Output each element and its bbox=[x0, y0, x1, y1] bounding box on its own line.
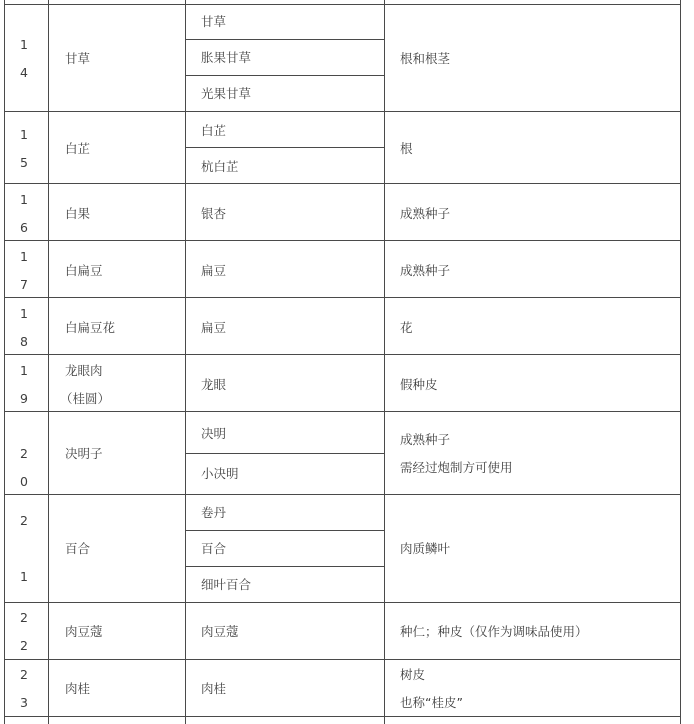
edible-part: 假种皮 bbox=[400, 377, 438, 392]
row-number: 5 bbox=[20, 155, 28, 170]
edible-part: 根和根茎 bbox=[400, 51, 451, 66]
herb-name: 龙眼肉 bbox=[65, 363, 103, 378]
herb-name: 白扁豆 bbox=[65, 263, 103, 278]
edible-part: 根 bbox=[400, 141, 413, 156]
row-number: 7 bbox=[20, 277, 28, 292]
row-border bbox=[4, 716, 681, 717]
species-divider bbox=[185, 566, 385, 567]
row-number: 2 bbox=[20, 638, 28, 653]
row-number: 3 bbox=[20, 695, 28, 710]
species-name: 龙眼 bbox=[201, 377, 227, 392]
row-border bbox=[4, 297, 681, 298]
species-name: 卷丹 bbox=[201, 505, 227, 520]
edible-part: 花 bbox=[400, 320, 413, 335]
column-border bbox=[680, 0, 681, 724]
row-number: 9 bbox=[20, 391, 28, 406]
species-divider bbox=[185, 453, 385, 454]
edible-part: 也称“桂皮” bbox=[400, 695, 463, 710]
row-border bbox=[4, 240, 681, 241]
row-border bbox=[4, 411, 681, 412]
row-number: 1 bbox=[20, 37, 28, 52]
herb-name: 肉桂 bbox=[65, 681, 91, 696]
species-name: 肉桂 bbox=[201, 681, 227, 696]
species-name: 白芷 bbox=[201, 123, 227, 138]
species-name: 杭白芷 bbox=[201, 159, 239, 174]
row-number: 0 bbox=[20, 474, 28, 489]
edible-part: 肉质鳞叶 bbox=[400, 541, 451, 556]
row-number: 6 bbox=[20, 220, 28, 235]
edible-part: 种仁；种皮（仅作为调味品使用） bbox=[400, 624, 588, 639]
row-number: 2 bbox=[20, 446, 28, 461]
row-border bbox=[4, 354, 681, 355]
species-name: 胀果甘草 bbox=[201, 50, 252, 65]
row-number: 1 bbox=[20, 306, 28, 321]
column-border bbox=[384, 0, 385, 724]
herb-name: 白芷 bbox=[65, 141, 91, 156]
edible-part: 成熟种子 bbox=[400, 263, 451, 278]
column-border bbox=[4, 0, 5, 724]
row-border bbox=[4, 111, 681, 112]
species-name: 决明 bbox=[201, 426, 227, 441]
row-number: 4 bbox=[20, 65, 28, 80]
species-name: 扁豆 bbox=[201, 263, 227, 278]
herb-name: （桂圆） bbox=[60, 391, 111, 406]
edible-part: 树皮 bbox=[400, 667, 426, 682]
row-number: 1 bbox=[20, 363, 28, 378]
row-number: 8 bbox=[20, 334, 28, 349]
species-name: 扁豆 bbox=[201, 320, 227, 335]
species-name: 小决明 bbox=[201, 466, 239, 481]
row-border bbox=[4, 659, 681, 660]
species-name: 甘草 bbox=[201, 14, 227, 29]
herb-name: 百合 bbox=[65, 541, 91, 556]
edible-part: 成熟种子 bbox=[400, 432, 451, 447]
species-divider bbox=[185, 39, 385, 40]
column-border bbox=[185, 0, 186, 724]
row-number: 1 bbox=[20, 249, 28, 264]
species-name: 百合 bbox=[201, 541, 227, 556]
species-name: 肉豆蔻 bbox=[201, 624, 239, 639]
species-divider bbox=[185, 147, 385, 148]
row-number: 1 bbox=[20, 569, 28, 584]
row-number: 1 bbox=[20, 192, 28, 207]
row-border bbox=[4, 494, 681, 495]
row-border bbox=[4, 4, 681, 5]
row-number: 1 bbox=[20, 127, 28, 142]
species-divider bbox=[185, 530, 385, 531]
species-name: 光果甘草 bbox=[201, 86, 252, 101]
row-number: 2 bbox=[20, 667, 28, 682]
herb-name: 白扁豆花 bbox=[65, 320, 116, 335]
species-divider bbox=[185, 75, 385, 76]
species-name: 银杏 bbox=[201, 206, 227, 221]
row-number: 2 bbox=[20, 610, 28, 625]
column-border bbox=[48, 0, 49, 724]
species-name: 细叶百合 bbox=[201, 577, 252, 592]
herb-name: 白果 bbox=[65, 206, 91, 221]
herb-name: 肉豆蔻 bbox=[65, 624, 103, 639]
herb-name: 甘草 bbox=[65, 51, 91, 66]
edible-part: 需经过炮制方可使用 bbox=[400, 460, 513, 475]
row-border bbox=[4, 183, 681, 184]
edible-part: 成熟种子 bbox=[400, 206, 451, 221]
row-number: 2 bbox=[20, 513, 28, 528]
row-border bbox=[4, 602, 681, 603]
herb-name: 决明子 bbox=[65, 446, 103, 461]
